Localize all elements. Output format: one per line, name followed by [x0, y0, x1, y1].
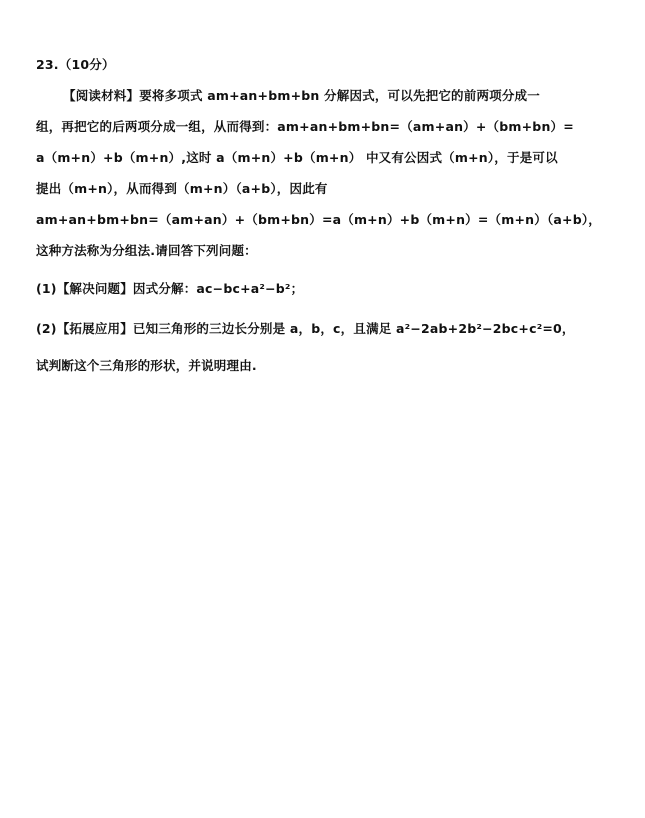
reading-material-equation: am+an+bm+bn=（am+an）+（bm+bn）=a（m+n）+b（m+n）=（m+n）（a+b）， [36, 212, 601, 227]
question-number: 23.（10分） [36, 57, 115, 72]
reading-material-conclusion: 这种方法称为分组法.请回答下列问题： [36, 243, 257, 258]
sub-question-1: (1)【解决问题】因式分解：ac−bc+a²−b²； [36, 281, 304, 296]
reading-material-line-3: a（m+n）+b（m+n）,这时 a（m+n）+b（m+n） 中又有公因式（m+n），于是可以 [36, 150, 558, 165]
reading-material-line-4: 提出（m+n），从而得到（m+n）（a+b），因此有 [36, 181, 328, 196]
reading-material-line-1: 【阅读材料】要将多项式 am+an+bm+bn 分解因式，可以先把它的前两项分成一 [63, 88, 540, 103]
sub-question-2-continued: 试判断这个三角形的形状，并说明理由. [36, 358, 257, 373]
reading-material-line-2: 组，再把它的后两项分成一组，从而得到：am+an+bm+bn=（am+an）+（bm+bn）= [36, 119, 574, 134]
sub-question-2: (2)【拓展应用】已知三角形的三边长分别是 a，b，c，且满足 a²−2ab+2b²−2bc+c²=0， [36, 321, 575, 336]
